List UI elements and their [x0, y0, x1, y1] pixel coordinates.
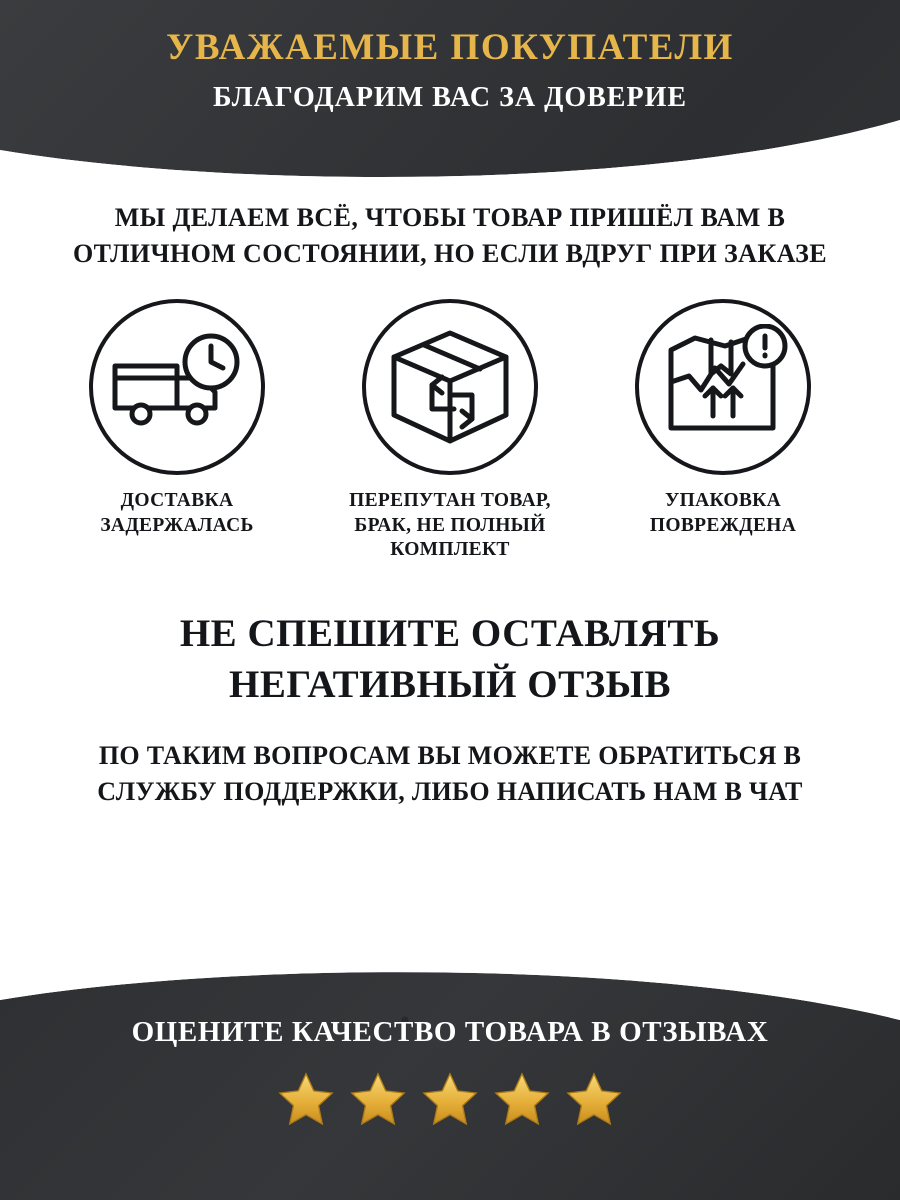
header-subtitle: БЛАГОДАРИМ ВАС ЗА ДОВЕРИЕ [212, 82, 688, 113]
reason-icons-row [0, 273, 900, 563]
reason-caption: ПЕРЕПУТАН ТОВАР, БРАК, НЕ ПОЛНЫЙ КОМПЛЕКТ [349, 489, 551, 561]
delivery-truck-clock-icon [107, 332, 247, 442]
poster-content [0, 172, 900, 810]
support-text: ПО ТАКИМ ВОПРОСАМ ВЫ МОЖЕТЕ ОБРАТИТЬСЯ В СЛУЖБУ ПОДДЕРЖКИ, ЛИБО НАПИСАТЬ НАМ В ЧАТ [97, 741, 803, 807]
headline-text: НЕ СПЕШИТЕ ОСТАВЛЯТЬ НЕГАТИВНЫЙ ОТЗЫВ [179, 612, 721, 706]
reason-caption: ДОСТАВКА ЗАДЕРЖАЛАСЬ [100, 489, 254, 536]
header-title: УВАЖАЕМЫЕ ПОКУПАТЕЛИ [166, 27, 734, 68]
star-icon [345, 1068, 411, 1132]
star-icon [273, 1068, 339, 1132]
star-icon [417, 1068, 483, 1132]
footer-title: ОЦЕНИТЕ КАЧЕСТВО ТОВАРА В ОТЗЫВАХ [131, 1016, 769, 1048]
reason-item-damaged-package [598, 299, 848, 539]
intro-text: МЫ ДЕЛАЕМ ВСЁ, ЧТОБЫ ТОВАР ПРИШЁЛ ВАМ В ОТЛИЧНОМ СОСТОЯНИИ, НО ЕСЛИ ВДРУГ ПРИ ЗАКАЗЕ [73, 203, 827, 269]
damaged-package-icon [655, 324, 791, 450]
box-return-arrow-icon [380, 323, 520, 451]
icon-circle [635, 299, 811, 475]
star-icon [561, 1068, 627, 1132]
reason-item-delivery-delayed [52, 299, 302, 539]
poster-header [0, 0, 900, 170]
star-rating [0, 1068, 900, 1132]
icon-circle [89, 299, 265, 475]
poster-footer [0, 990, 900, 1200]
icon-circle [362, 299, 538, 475]
reason-item-wrong-item [325, 299, 575, 563]
star-icon [489, 1068, 555, 1132]
reason-caption: УПАКОВКА ПОВРЕЖДЕНА [649, 489, 797, 536]
